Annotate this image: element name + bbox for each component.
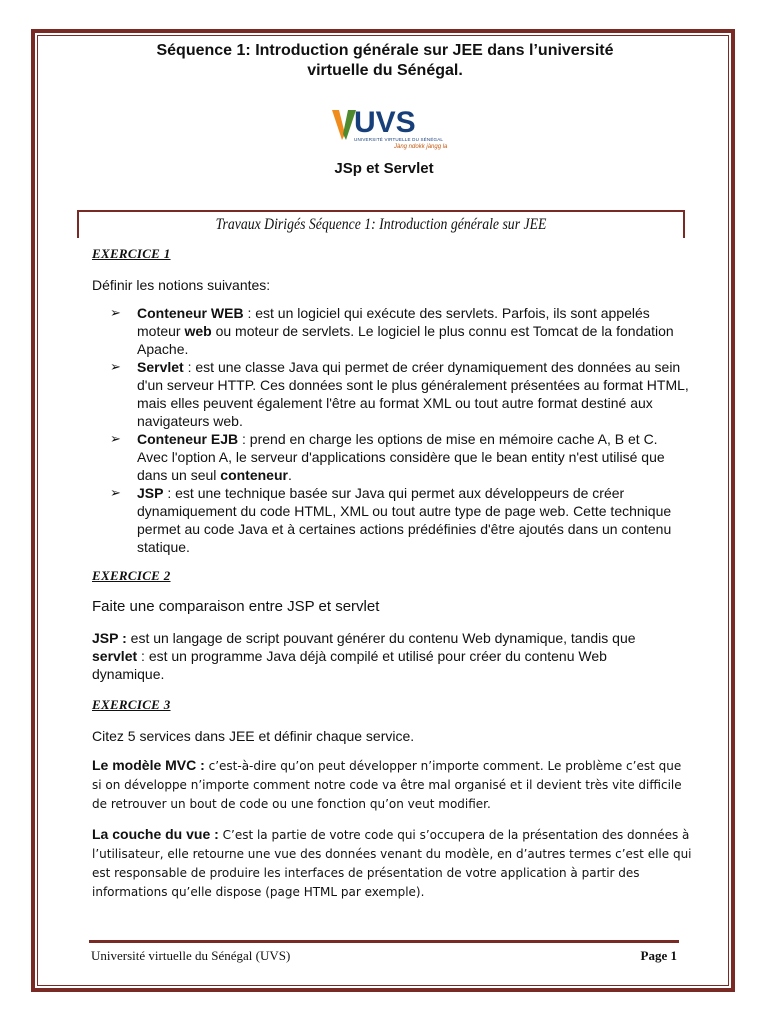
exercise-3-heading: EXERCICE 3	[92, 697, 171, 712]
view-layer-paragraph: La couche du vue : C’est la partie de votre code qui s’occupera de la présentation des données à l’utilisateur, elle retourne une vue des données venant du modèle, en d’autres termes c’est elle qui est responsable de produire les interfaces de présentation de votre application à partir des informations qu’elle dispose (page HTML par exemple).	[92, 826, 692, 899]
td-divider	[77, 210, 685, 212]
td-divider-right	[683, 210, 685, 238]
exercise-1-list	[110, 304, 690, 556]
arrow-bullet-icon: ➢	[110, 359, 121, 374]
logo-subtitle: UNIVERSITÉ VIRTUELLE DU SÉNÉGAL	[354, 137, 444, 142]
list-item: ➢ Conteneur EJB : prend en charge les options de mise en mémoire cache A, B et C. Avec l'option A, le serveur d'applications considère que le bean entity n'est utilisé que dans un seul conteneur.	[110, 431, 665, 483]
arrow-bullet-icon: ➢	[110, 431, 121, 446]
title-line-1: Séquence 1: Introduction générale sur JEE dans l’université	[156, 42, 614, 59]
exercise-1-intro: Définir les notions suivantes:	[92, 277, 271, 293]
document-title	[80, 41, 690, 81]
uvs-logo-icon	[332, 110, 356, 140]
list-item: ➢ JSP : est une technique basée sur Java qui permet aux développeurs de créer dynamiquement du code HTML, XML ou tout autre type de page web. Cette technique permet au code Java et à certaines actions prédéfinies d'être ajoutés dans un contenu statique.	[110, 485, 672, 555]
list-item: ➢ Conteneur WEB : est un logiciel qui exécute des servlets. Parfois, ils sont appelés moteur web ou moteur de servlets. Le logiciel le plus connu est Tomcat de la fondation Apache.	[110, 305, 674, 357]
logo-wordmark: UVS	[354, 106, 416, 139]
arrow-bullet-icon: ➢	[110, 485, 121, 500]
footer-divider	[89, 940, 679, 943]
exercise-1-heading: EXERCICE 1	[92, 246, 171, 261]
exercise-2-answer: JSP : est un langage de script pouvant générer du contenu Web dynamique, tandis que servlet : est un programme Java déjà compilé et utilisé pour créer du contenu Web dynamique.	[92, 630, 636, 682]
list-item: ➢ Servlet : est une classe Java qui permet de créer dynamiquement des données au sein d'un serveur HTTP. Ces données sont le plus généralement présentées au format HTML, mais elles peuvent également l'être au format XML ou tout autre format destiné aux navigateurs web.	[110, 359, 689, 429]
uvs-logo	[332, 106, 448, 154]
exercise-3-intro: Citez 5 services dans JEE et définir chaque service.	[92, 728, 415, 744]
page-number: Page 1	[640, 948, 677, 963]
subtitle: JSp et Servlet	[334, 160, 434, 177]
title-line-2: virtuelle du Sénégal.	[307, 62, 463, 79]
mvc-paragraph: Le modèle MVC : c’est-à-dire qu’on peut développer n’importe comment. Le problème c’est que si on développe n’importe comment notre code va être mal organisé et il devient très vite difficile de retrouver un bout de code ou une fonction qu’on veut modifier.	[92, 757, 682, 811]
footer-institution: Université virtuelle du Sénégal (UVS)	[91, 948, 291, 963]
arrow-bullet-icon: ➢	[110, 305, 121, 320]
td-divider-left	[77, 210, 79, 238]
td-title: Travaux Dirigés Séquence 1: Introduction générale sur JEE	[215, 216, 547, 233]
logo-slogan: Jàng ndokk jàngg la	[394, 144, 448, 150]
exercise-2-intro: Faite une comparaison entre JSP et servlet	[92, 598, 380, 615]
exercise-2-heading: EXERCICE 2	[92, 568, 171, 583]
